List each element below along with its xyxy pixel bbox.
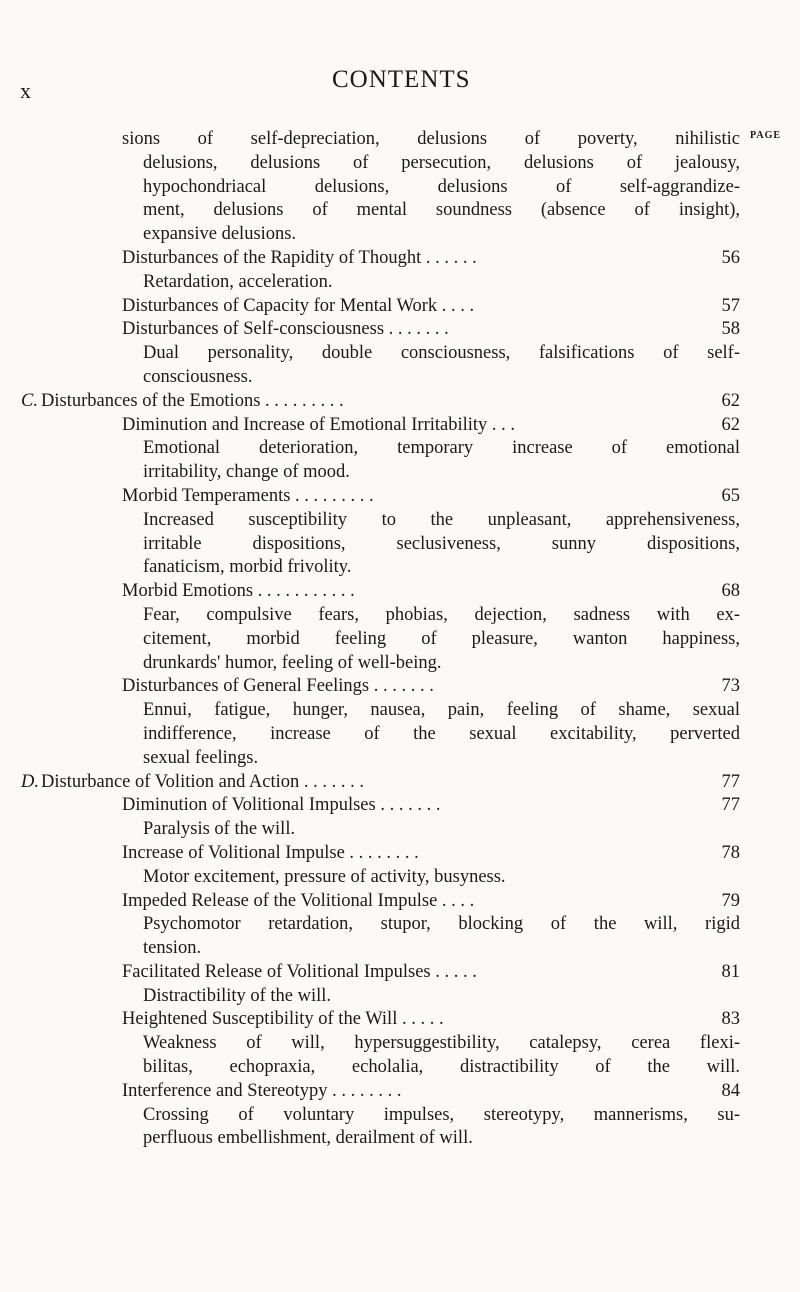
entry-title: Disturbances of General Feelings . . . . . . . bbox=[122, 676, 434, 697]
toc-description-line bbox=[0, 199, 800, 223]
section-letter: C. bbox=[21, 390, 38, 411]
toc-description-line bbox=[0, 818, 800, 842]
toc-description-line bbox=[0, 437, 800, 461]
entry-description: expansive delusions. bbox=[143, 224, 297, 245]
toc-description-line bbox=[0, 223, 800, 247]
toc-description-line bbox=[0, 271, 800, 295]
page-folio: x bbox=[20, 78, 32, 103]
entry-description: fanaticism, morbid frivolity. bbox=[143, 557, 352, 578]
toc-description-line bbox=[0, 533, 800, 557]
page-number: 81 bbox=[721, 961, 740, 982]
page-number: 65 bbox=[721, 485, 740, 506]
toc-entry-row bbox=[0, 1008, 800, 1032]
entry-title: Disturbances of Capacity for Mental Work . . . . bbox=[122, 295, 475, 316]
toc-entry-row bbox=[0, 961, 800, 985]
entry-description: delusions, delusions of persecution, delusions of jealousy, bbox=[143, 152, 740, 173]
toc-description-line bbox=[0, 1127, 800, 1151]
running-title: CONTENTS bbox=[332, 66, 471, 93]
page-number: 77 bbox=[721, 795, 740, 816]
entry-description: Emotional deterioration, temporary increase of emotional bbox=[143, 438, 740, 459]
entry-title: Facilitated Release of Volitional Impulses . . . . . bbox=[122, 961, 477, 982]
entry-description: Weakness of will, hypersuggestibility, catalepsy, cerea flexi- bbox=[143, 1033, 740, 1054]
toc-description-line bbox=[0, 1056, 800, 1080]
table-of-contents bbox=[0, 128, 800, 1151]
toc-description-line bbox=[0, 628, 800, 652]
page-number: 77 bbox=[721, 771, 740, 792]
page-number: 58 bbox=[721, 319, 740, 340]
toc-entry-row bbox=[0, 890, 800, 914]
entry-title: Increase of Volitional Impulse . . . . . . . . bbox=[122, 842, 419, 863]
toc-description-line bbox=[0, 342, 800, 366]
toc-description-line bbox=[0, 866, 800, 890]
entry-description: Dual personality, double consciousness, falsifications of self- bbox=[143, 343, 740, 364]
toc-description-line bbox=[0, 747, 800, 771]
entry-description: bilitas, echopraxia, echolalia, distractibility of the will. bbox=[143, 1057, 740, 1078]
toc-description-line bbox=[0, 366, 800, 390]
entry-description: consciousness. bbox=[143, 366, 253, 387]
toc-entry-row bbox=[0, 485, 800, 509]
toc-description-line bbox=[0, 128, 800, 152]
page-number: 84 bbox=[721, 1080, 740, 1101]
entry-title: Disturbances of the Rapidity of Thought . . . . . . bbox=[122, 247, 477, 268]
toc-entry-row bbox=[0, 794, 800, 818]
entry-description: perfluous embellishment, derailment of will. bbox=[143, 1128, 473, 1149]
entry-description: Distractibility of the will. bbox=[143, 985, 332, 1006]
entry-description: irritability, change of mood. bbox=[143, 462, 350, 483]
entry-title: Heightened Susceptibility of the Will . . . . . bbox=[122, 1009, 444, 1030]
entry-description: Ennui, fatigue, hunger, nausea, pain, feeling of shame, sexual bbox=[143, 700, 740, 721]
entry-title: Interference and Stereotypy . . . . . . . . bbox=[122, 1080, 402, 1101]
toc-description-line bbox=[0, 509, 800, 533]
entry-title: Morbid Temperaments . . . . . . . . . bbox=[122, 485, 374, 506]
entry-title: Diminution of Volitional Impulses . . . . . . . bbox=[122, 795, 441, 816]
toc-description-line bbox=[0, 556, 800, 580]
toc-section-row bbox=[0, 390, 800, 414]
entry-description: drunkards' humor, feeling of well-being. bbox=[143, 652, 442, 673]
entry-description: ment, delusions of mental soundness (absence of insight), bbox=[143, 200, 740, 221]
toc-entry-row bbox=[0, 580, 800, 604]
entry-description: sions of self-depreciation, delusions of poverty, nihilistic bbox=[122, 129, 740, 149]
entry-description: Retardation, acceleration. bbox=[143, 271, 333, 292]
page-number: 62 bbox=[721, 390, 740, 411]
toc-entry-row bbox=[0, 247, 800, 271]
entry-description: hypochondriacal delusions, delusions of self-aggrandize- bbox=[143, 176, 740, 197]
entry-description: Fear, compulsive fears, phobias, dejection, sadness with ex- bbox=[143, 604, 740, 625]
toc-description-line bbox=[0, 604, 800, 628]
entry-description: irritable dispositions, seclusiveness, sunny dispositions, bbox=[143, 533, 740, 554]
toc-entry-row bbox=[0, 414, 800, 438]
entry-title: Morbid Emotions . . . . . . . . . . . bbox=[122, 581, 355, 602]
entry-description: Motor excitement, pressure of activity, busyness. bbox=[143, 866, 506, 887]
page-number: 79 bbox=[721, 890, 740, 911]
page-header bbox=[0, 66, 800, 103]
entry-description: Psychomotor retardation, stupor, blocking of the will, rigid bbox=[143, 914, 740, 935]
entry-title: Impeded Release of the Volitional Impulse . . . . bbox=[122, 890, 475, 911]
toc-description-line bbox=[0, 1104, 800, 1128]
section-title: Disturbance of Volition and Action . . . . . . . bbox=[41, 771, 365, 792]
entry-description: indifference, increase of the sexual excitability, perverted bbox=[143, 723, 740, 744]
page-number: 56 bbox=[721, 247, 740, 268]
entry-description: Crossing of voluntary impulses, stereotypy, mannerisms, su- bbox=[143, 1104, 740, 1125]
page-number: 62 bbox=[721, 414, 740, 435]
page-number: 68 bbox=[721, 581, 740, 602]
section-letter: D. bbox=[21, 771, 39, 792]
toc-entry-row bbox=[0, 1080, 800, 1104]
entry-title: Diminution and Increase of Emotional Irritability . . . bbox=[122, 414, 516, 435]
page-number: 83 bbox=[721, 1009, 740, 1030]
page-number: 73 bbox=[721, 676, 740, 697]
toc-entry-row bbox=[0, 842, 800, 866]
entry-description: citement, morbid feeling of pleasure, wanton happiness, bbox=[143, 628, 740, 649]
toc-description-line bbox=[0, 176, 800, 200]
entry-description: sexual feelings. bbox=[143, 747, 259, 768]
toc-entry-row bbox=[0, 295, 800, 319]
toc-description-line bbox=[0, 937, 800, 961]
entry-description: Paralysis of the will. bbox=[143, 819, 296, 840]
page-number: 57 bbox=[721, 295, 740, 316]
toc-entry-row bbox=[0, 675, 800, 699]
toc-description-line bbox=[0, 913, 800, 937]
toc-description-line bbox=[0, 985, 800, 1009]
toc-description-line bbox=[0, 461, 800, 485]
toc-description-line bbox=[0, 1032, 800, 1056]
toc-description-line bbox=[0, 699, 800, 723]
toc-description-line bbox=[0, 723, 800, 747]
toc-section-row bbox=[0, 771, 800, 795]
page-number: 78 bbox=[721, 842, 740, 863]
entry-title: Disturbances of Self-consciousness . . . . . . . bbox=[122, 319, 449, 340]
entry-description: tension. bbox=[143, 938, 202, 959]
toc-description-line bbox=[0, 652, 800, 676]
page-column-label: PAGE bbox=[750, 130, 782, 141]
toc-description-line bbox=[0, 152, 800, 176]
entry-description: Increased susceptibility to the unpleasant, apprehensiveness, bbox=[143, 509, 740, 530]
toc-entry-row bbox=[0, 318, 800, 342]
section-title: Disturbances of the Emotions . . . . . . . . . bbox=[41, 390, 344, 411]
